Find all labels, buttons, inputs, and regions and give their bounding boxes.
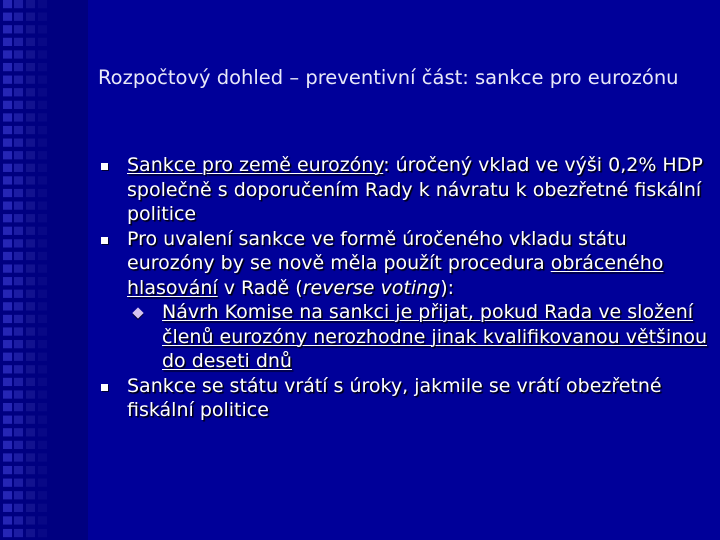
slide-title: Rozpočtový dohled – preventivní část: sankce pro eurozónu xyxy=(98,66,679,89)
sub-bullet-item xyxy=(127,300,708,374)
diamond-bullet-icon xyxy=(132,307,143,318)
bullet-text: ): xyxy=(440,276,455,299)
decorative-square-column xyxy=(38,0,47,540)
square-bullet-icon xyxy=(101,237,108,244)
bullet-text: Pro uvalení sankce ve formě úročeného vkladu státu eurozóny by se nově měla použít procedura xyxy=(127,227,627,274)
square-bullet-icon xyxy=(101,163,108,170)
decorative-square-column xyxy=(3,0,12,540)
bullet-list xyxy=(98,153,708,423)
bullet-text: v Radě ( xyxy=(217,276,303,299)
link-commission-proposal[interactable]: Návrh Komise na sankci je přijat, pokud Rada ve složení členů eurozóny nerozhodne jinak kvalifikovanou většinou do deseti dnů xyxy=(162,301,707,372)
bullet-item xyxy=(98,227,708,374)
bullet-text: Sankce se státu vrátí s úroky, jakmile se vrátí obezřetné fiskální politice xyxy=(127,374,662,421)
italic-term: reverse voting xyxy=(302,276,441,299)
square-bullet-icon xyxy=(101,384,108,391)
bullet-text: : úročený vklad ve výši 0,2% HDP společně s doporučením Rady k návratu k obezřetné fiskální politice xyxy=(127,154,703,225)
decorative-square-column xyxy=(14,0,23,540)
decorative-side-strip xyxy=(0,0,88,540)
link-sanctions-eurozone[interactable]: Sankce pro země eurozóny xyxy=(127,154,384,176)
bullet-item xyxy=(98,374,708,423)
link-reverse-voting[interactable]: obráceného hlasování xyxy=(127,252,664,299)
bullet-item xyxy=(98,153,708,227)
decorative-square-column xyxy=(26,0,35,540)
